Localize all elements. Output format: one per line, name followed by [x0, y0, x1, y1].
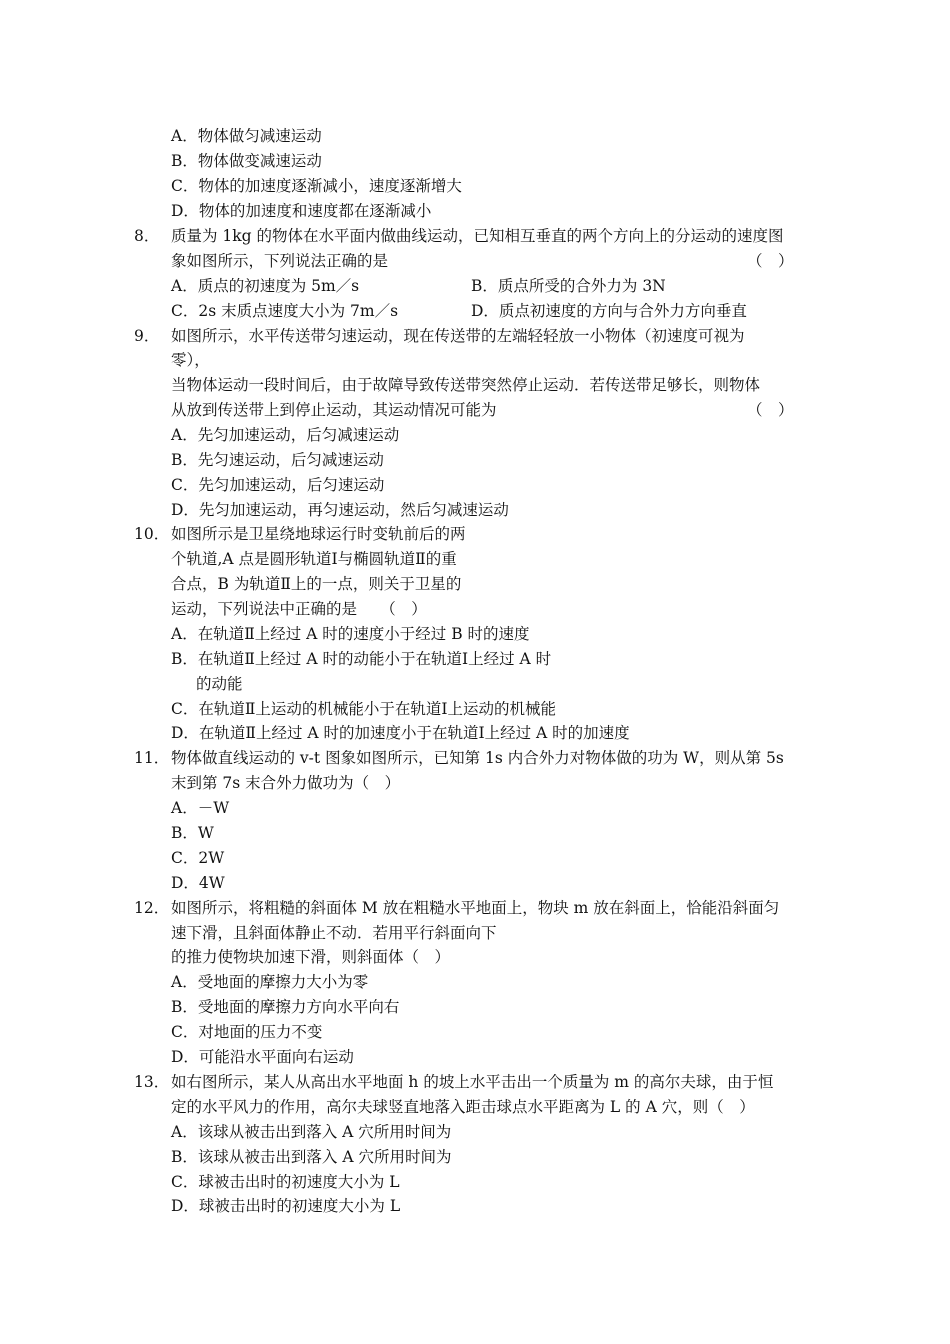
- q13-text-line2: 定的水平风力的作用，高尔夫球竖直地落入距击球点水平距离为 L 的 A 穴，则（ ）: [171, 1098, 755, 1116]
- q10-text-line3: 合点，B 为轨道Ⅱ上的一点，则关于卫星的: [171, 575, 462, 593]
- q9-text-line2: 零），: [171, 351, 210, 369]
- q7-option-c: C．物体的加速度逐渐减小，速度逐渐增大: [171, 177, 462, 195]
- q10-text-line4: 运动，下列说法中正确的是 （ ）: [171, 600, 427, 618]
- q10-option-b: B．在轨道Ⅱ上经过 A 时的动能小于在轨道Ⅰ上经过 A 时: [171, 650, 552, 668]
- q13-option-c: C．球被击出时的初速度大小为 L: [171, 1173, 400, 1191]
- q11-option-b: B．W: [171, 824, 214, 842]
- q13-option-b: B．该球从被击出到落入 A 穴所用时间为: [171, 1148, 452, 1166]
- q7-option-a: A．物体做匀减速运动: [171, 127, 322, 145]
- q9-text-line3: 当物体运动一段时间后，由于故障导致传送带突然停止运动．若传送带足够长，则物体: [171, 376, 761, 394]
- q8-option-d: D．质点初速度的方向与合外力方向垂直: [471, 302, 747, 320]
- q12-text-line1: 如图所示，将粗糙的斜面体 M 放在粗糙水平地面上，物块 m 放在斜面上，恰能沿斜面匀: [171, 899, 780, 917]
- q9-answer-paren: （ ）: [747, 401, 794, 419]
- q8-text-line1: 质量为 1kg 的物体在水平面内做曲线运动，已知相互垂直的两个方向上的分运动的速度图: [171, 227, 784, 245]
- q12-number: 12．: [134, 899, 170, 917]
- q12-option-c: C．对地面的压力不变: [171, 1023, 323, 1041]
- q12-text-line3: 的推力使物块加速下滑，则斜面体（ ）: [171, 948, 451, 966]
- q9-option-d: D．先匀加速运动，再匀速运动，然后匀减速运动: [171, 501, 509, 519]
- q11-option-c: C．2W: [171, 849, 225, 867]
- q9-option-c: C．先匀加速运动，后匀速运动: [171, 476, 385, 494]
- q9-option-a: A．先匀加速运动，后匀减速运动: [171, 426, 400, 444]
- q8-option-c: C．2s 末质点速度大小为 7m／s: [171, 302, 399, 320]
- q13-text-line1: 如右图所示，某人从高出水平地面 h 的坡上水平击出一个质量为 m 的高尔夫球，由于恒: [171, 1073, 774, 1091]
- q11-option-d: D．4W: [171, 874, 225, 892]
- q7-option-d: D．物体的加速度和速度都在逐渐减小: [171, 202, 432, 220]
- q12-text-line2: 速下滑，且斜面体静止不动．若用平行斜面向下: [171, 924, 497, 942]
- q13-number: 13．: [134, 1073, 170, 1091]
- q8-option-a: A．质点的初速度为 5m／s: [171, 277, 360, 295]
- q10-option-c: C．在轨道Ⅱ上运动的机械能小于在轨道Ⅰ上运动的机械能: [171, 700, 557, 718]
- q12-option-d: D．可能沿水平面向右运动: [171, 1048, 354, 1066]
- q10-option-d: D．在轨道Ⅱ上经过 A 时的加速度小于在轨道Ⅰ上经过 A 时的加速度: [171, 724, 630, 742]
- q10-number: 10．: [134, 525, 170, 543]
- q7-option-b: B．物体做变减速运动: [171, 152, 322, 170]
- q8-answer-paren: （ ）: [747, 252, 794, 270]
- q8-text-line2: 象如图所示，下列说法正确的是: [171, 252, 389, 270]
- q12-option-a: A．受地面的摩擦力大小为零: [171, 973, 369, 991]
- q8-option-b: B．质点所受的合外力为 3N: [471, 277, 666, 295]
- q13-option-a: A．该球从被击出到落入 A 穴所用时间为: [171, 1123, 452, 1141]
- q9-number: 9．: [134, 327, 160, 345]
- q9-option-b: B．先匀速运动，后匀减速运动: [171, 451, 384, 469]
- q11-text-line1: 物体做直线运动的 v-t 图象如图所示，已知第 1s 内合外力对物体做的功为 W，则从第 5s: [171, 749, 784, 767]
- q10-option-a: A．在轨道Ⅱ上经过 A 时的速度小于经过 B 时的速度: [171, 625, 530, 643]
- q13-option-d: D．球被击出时的初速度大小为 L: [171, 1197, 401, 1215]
- q10-text-line2: 个轨道,A 点是圆形轨道Ⅰ与椭圆轨道Ⅱ的重: [171, 550, 457, 568]
- q10-option-b-cont: 的动能: [196, 675, 243, 693]
- q9-text-line1: 如图所示，水平传送带匀速运动，现在传送带的左端轻轻放一小物体（初速度可视为: [171, 327, 745, 345]
- q12-option-b: B．受地面的摩擦力方向水平向右: [171, 998, 400, 1016]
- q8-number: 8．: [134, 227, 160, 245]
- q11-option-a: A．－W: [171, 799, 230, 817]
- q9-text-line4: 从放到传送带上到停止运动，其运动情况可能为: [171, 401, 497, 419]
- q11-number: 11．: [134, 749, 170, 767]
- q11-text-line2: 末到第 7s 末合外力做功为（ ）: [171, 774, 401, 792]
- q10-text-line1: 如图所示是卫星绕地球运行时变轨前后的两: [171, 525, 466, 543]
